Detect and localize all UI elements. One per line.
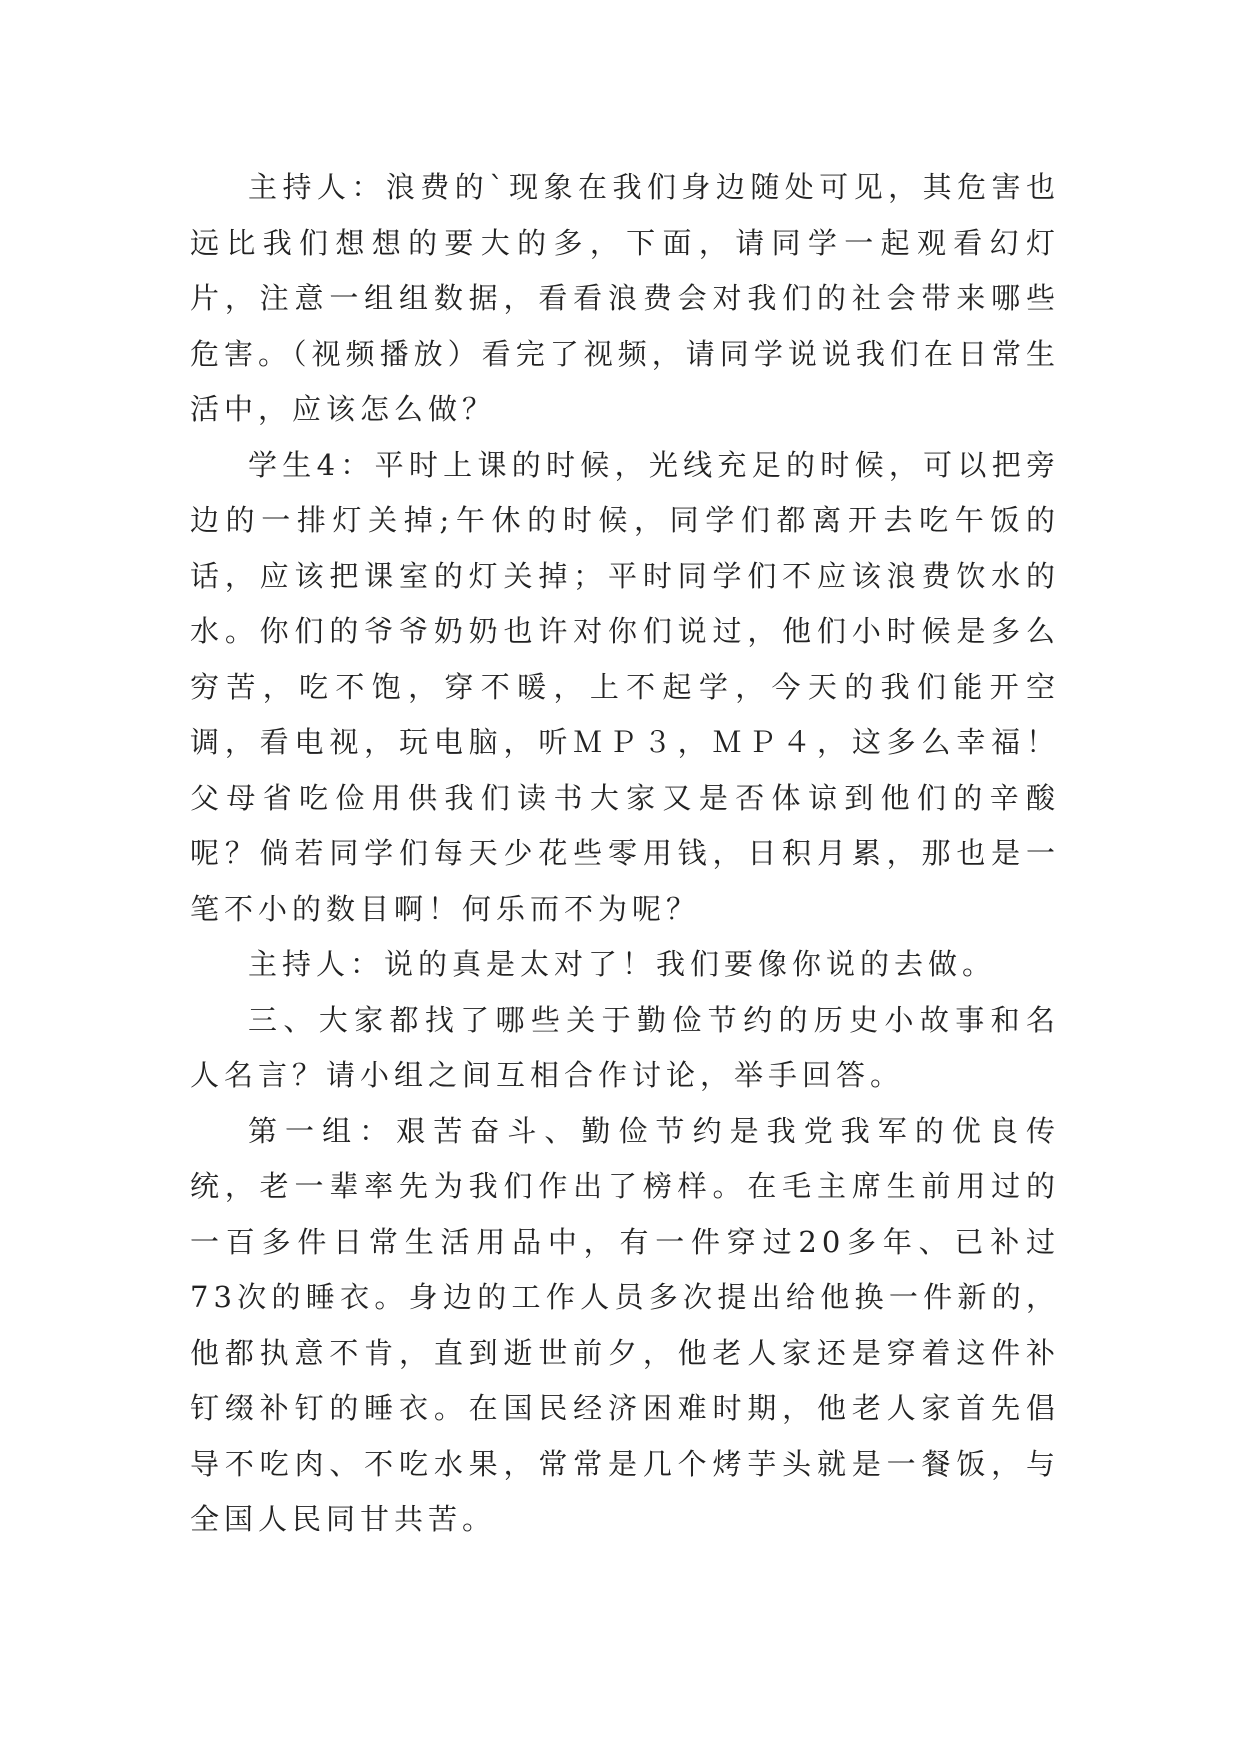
paragraph-host-reply: 主持人：说的真是太对了！我们要像你说的去做。 [248, 947, 997, 981]
paragraph-student-4: 学生4：平时上课的时候，光线充足的时候，可以把旁边的一排灯关掉;午休的时候，同学们都离开去吃午饭的话，应该把课室的灯关掉；平时同学们不应该浪费饮水的水。你们的爷爷奶奶也许对你们说过，他们小时候是多么穷苦，吃不饱，穿不暖，上不起学，今天的我们能开空调，看电视，玩电脑，听ＭＰ３，ＭＰ４，这多么幸福！父母省吃俭用供我们读书大家又是否体谅到他们的辛酸呢？倘若同学们每天少花些零用钱，日积月累，那也是一笔不小的数目啊！何乐而不为呢？ [190, 447, 1060, 926]
paragraph-host-intro: 主持人：浪费的`现象在我们身边随处可见，其危害也远比我们想想的要大的多，下面，请同学一起观看幻灯片，注意一组组数据，看看浪费会对我们的社会带来哪些危害。（视频播放）看完了视频，请同学说说我们在日常生活中，应该怎么做？ [190, 170, 1060, 426]
document-body [190, 160, 1060, 1548]
paragraph-section-three: 三、大家都找了哪些关于勤俭节约的历史小故事和名人名言？请小组之间互相合作讨论，举手回答。 [190, 1002, 1060, 1092]
paragraph-group-one: 第一组：艰苦奋斗、勤俭节约是我党我军的优良传统，老一辈率先为我们作出了榜样。在毛主席生前用过的一百多件日常生活用品中，有一件穿过20多年、已补过73次的睡衣。身边的工作人员多次提出给他换一件新的，他都执意不肯，直到逝世前夕，他老人家还是穿着这件补钉缀补钉的睡衣。在国民经济困难时期，他老人家首先倡导不吃肉、不吃水果，常常是几个烤芋头就是一餐饭，与全国人民同甘共苦。 [190, 1113, 1060, 1536]
